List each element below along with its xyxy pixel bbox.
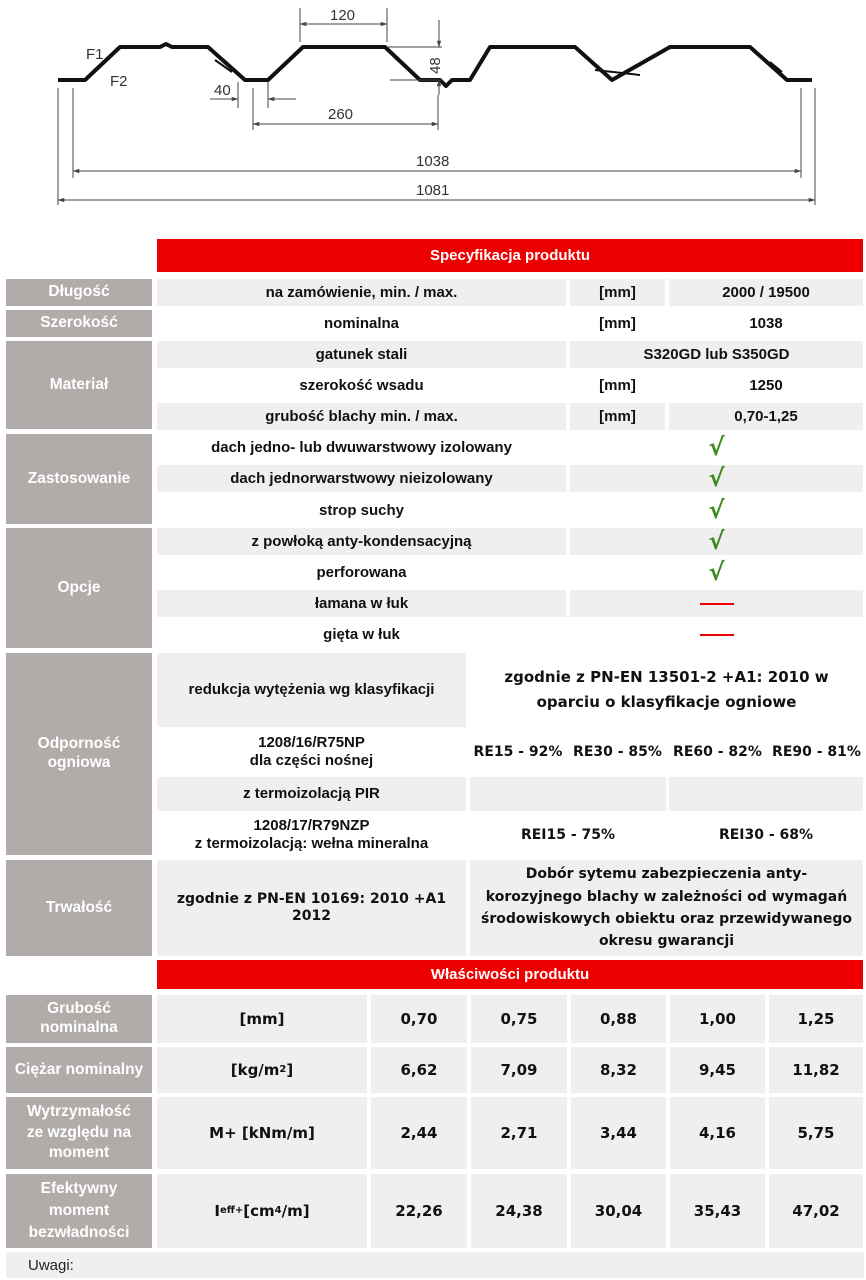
prop-value: 30,04 <box>571 1174 666 1248</box>
check-icon: √ <box>570 465 863 492</box>
prop-value: 0,75 <box>471 995 567 1043</box>
unit-text: [kg/m <box>230 1061 280 1079</box>
prop-value: 2,44 <box>371 1097 467 1169</box>
prop-label: Wytrzymałość ze względu na moment <box>6 1097 152 1169</box>
ogien-zgodnie: zgodnie z PN-EN 13501-2 +A1: 2010 w oparciu o klasyfikacje ogniowe <box>504 668 829 711</box>
dash-icon <box>570 590 863 617</box>
prop-value: 7,09 <box>471 1047 567 1093</box>
opcje-desc: łamana w łuk <box>157 590 566 617</box>
pir-empty <box>669 777 863 811</box>
unit-sup: 2 <box>279 1064 287 1075</box>
profile-drawing <box>0 0 866 225</box>
opcje-desc: z powłoką anty-kondensacyjną <box>157 528 566 555</box>
prop-value: 0,88 <box>571 995 666 1043</box>
dlugosc-value: 2000 / 19500 <box>669 279 863 306</box>
dim-1081: 1081 <box>416 182 450 199</box>
re-value: RE30 - 85% <box>573 743 662 760</box>
prop-value: 24,38 <box>471 1174 567 1248</box>
dim-1038: 1038 <box>416 153 450 170</box>
unit-text: I <box>214 1202 220 1220</box>
prop-unit: [mm] <box>157 995 367 1043</box>
trwalosc-desc: zgodnie z PN-EN 10169: 2010 +A1 2012 <box>157 860 466 956</box>
dim-48: 48 <box>427 57 444 74</box>
unit-text: [cm <box>243 1202 275 1220</box>
spec-banner: Specyfikacja produktu <box>157 239 863 272</box>
re-value: RE90 - 81% <box>772 743 861 760</box>
opcje-desc: perforowana <box>316 563 407 581</box>
dim-40: 40 <box>214 82 231 99</box>
unit-sup: + <box>234 1205 244 1216</box>
material-desc: gatunek stali <box>157 341 566 368</box>
material-value: 0,70-1,25 <box>669 403 863 430</box>
label-trwalosc: Trwałość <box>6 860 152 956</box>
label-odpornosc: Odporność ogniowa <box>6 653 152 855</box>
prop-value: 4,16 <box>670 1097 765 1169</box>
dlugosc-unit: [mm] <box>570 279 665 306</box>
material-desc: grubość blachy min. / max. <box>157 403 566 430</box>
dash-icon <box>570 621 863 648</box>
unit-sub: eff <box>219 1205 235 1216</box>
re-value: RE15 - 92% <box>473 743 563 760</box>
prop-value: 47,02 <box>769 1174 863 1248</box>
prop-value: 6,62 <box>371 1047 467 1093</box>
prop-value: 1,00 <box>670 995 765 1043</box>
zastosowanie-desc: strop suchy <box>318 501 405 519</box>
pir-empty <box>470 777 666 811</box>
notes-label: Uwagi: <box>6 1252 864 1278</box>
prop-label: Grubość nominalna <box>6 995 152 1043</box>
ogien-welna <box>157 815 466 855</box>
label-szerokosc: Szerokość <box>6 310 152 337</box>
prop-value: 5,75 <box>769 1097 863 1169</box>
ogien-welna-desc: z termoizolacją: wełna mineralna <box>194 835 429 852</box>
label-zastosowanie: Zastosowanie <box>6 434 152 524</box>
label-dlugosc: Długość <box>6 279 152 306</box>
dim-120: 120 <box>330 7 356 24</box>
prop-value: 8,32 <box>571 1047 666 1093</box>
material-value: S320GD lub S350GD <box>570 341 863 368</box>
ogien-redukcja: redukcja wytężenia wg klasyfikacji <box>157 653 466 727</box>
prop-label: Efektywny moment bezwładności <box>6 1174 152 1248</box>
prop-value: 3,44 <box>571 1097 666 1169</box>
ogien-nosna <box>157 731 466 773</box>
ogien-nosna-code: 1208/16/R75NP <box>258 734 365 751</box>
prop-value: 2,71 <box>471 1097 567 1169</box>
ogien-nosna-desc: dla części nośnej <box>249 752 374 769</box>
unit-sup: 4 <box>274 1205 282 1216</box>
stiffener-lines <box>215 58 782 75</box>
prop-unit <box>157 1174 367 1248</box>
prop-value: 0,70 <box>371 995 467 1043</box>
check-icon: √ <box>708 433 725 462</box>
check-icon: √ <box>708 558 725 587</box>
rei-value: REI15 - 75% <box>520 826 616 843</box>
re-value: RE60 - 82% <box>673 743 762 760</box>
label-material: Materiał <box>6 341 152 429</box>
props-banner: Właściwości produktu <box>157 960 863 989</box>
rei-value: REI30 - 68% <box>718 826 814 843</box>
dim-260: 260 <box>328 106 354 123</box>
trwalosc-value: Dobór sytemu zabezpieczenia anty-korozyjnego blachy w zależności od wymagań środowiskowych obiektu oraz przewidywanego okresu gwarancji <box>470 860 863 956</box>
material-unit: [mm] <box>599 376 636 394</box>
material-desc: szerokość wsadu <box>299 376 424 394</box>
flange-f2: F2 <box>110 73 128 90</box>
material-value: 1250 <box>749 376 783 394</box>
ogien-pir: z termoizolacją PIR <box>157 777 466 811</box>
flange-f1: F1 <box>86 46 104 63</box>
label-opcje: Opcje <box>6 528 152 648</box>
ogien-welna-code: 1208/17/R79NZP <box>253 817 370 834</box>
prop-value: 22,26 <box>371 1174 467 1248</box>
szerokosc-unit: [mm] <box>599 314 636 332</box>
prop-value: 35,43 <box>670 1174 765 1248</box>
zastosowanie-desc: dach jedno- lub dwuwarstwowy izolowany <box>211 438 512 456</box>
unit-text: /m] <box>281 1202 310 1220</box>
opcje-desc: gięta w łuk <box>323 625 400 643</box>
szerokosc-desc: nominalna <box>323 314 399 332</box>
prop-label: Ciężar nominalny <box>6 1047 152 1093</box>
prop-value: 1,25 <box>769 995 863 1043</box>
szerokosc-value: 1038 <box>749 314 783 332</box>
check-icon: √ <box>570 528 863 555</box>
dlugosc-desc: na zamówienie, min. / max. <box>157 279 566 306</box>
prop-value: 9,45 <box>670 1047 765 1093</box>
unit-text: ] <box>286 1061 294 1079</box>
check-icon: √ <box>708 496 725 525</box>
prop-value: 11,82 <box>769 1047 863 1093</box>
prop-unit: M+ [kNm/m] <box>157 1097 367 1169</box>
zastosowanie-desc: dach jednorwarstwowy nieizolowany <box>157 465 566 492</box>
material-unit: [mm] <box>570 403 665 430</box>
prop-unit <box>157 1047 367 1093</box>
